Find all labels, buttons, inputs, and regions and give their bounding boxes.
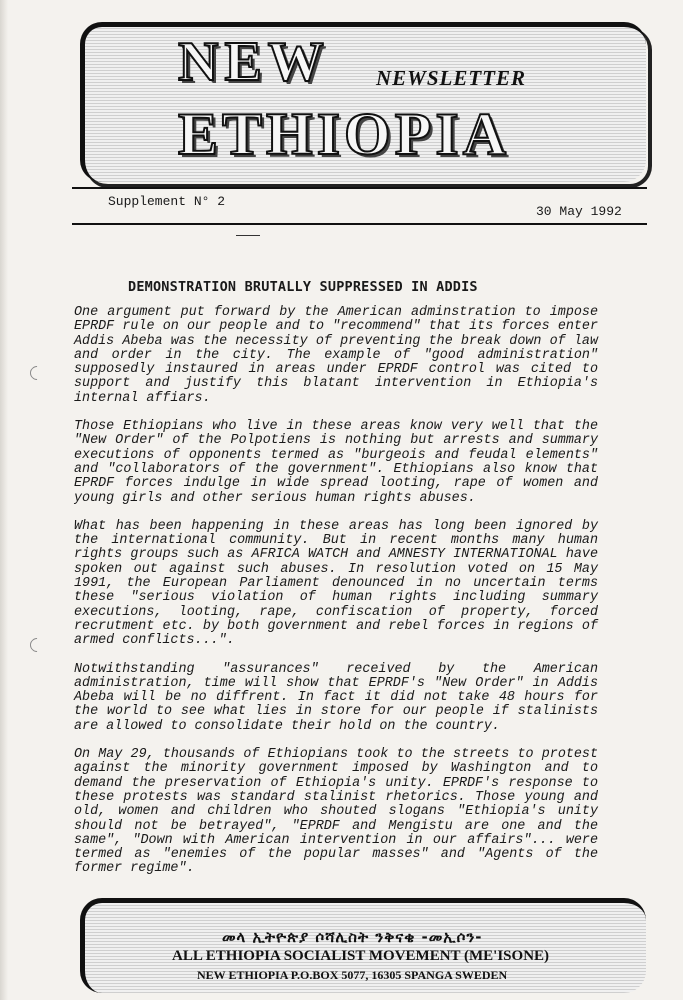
page-edge xyxy=(0,0,8,1000)
article-paragraph: One argument put forward by the American adminstration to impose EPRDF rule on our people and to "recommend" that its forces enter Addis Abeba was the necessity of preventing the break down of law and order in the city. The example of "good administration" supposedly instaured in areas under EPRDF control was cited to support and justify this blatant intervention in Ethiopia's internal affiars. xyxy=(74,305,598,406)
footer-movement-name: ALL ETHIOPIA SOCIALIST MOVEMENT (ME'ISONE) xyxy=(172,948,550,964)
masthead-title-ethiopia: ETHIOPIA xyxy=(178,101,511,167)
supplement-number: Supplement N° 2 xyxy=(108,194,226,209)
article-paragraph: Those Ethiopians who live in these areas know very well that the "New Order" of the Polpotiens is nothing but arrests and summary executions of opponents termed as "burgeois and feudal elements" and "collaborators of the government". Ethiopians also know that EPRDF forces indulge in wide spread looting, rape of women and young girls and other serious human rights abuses. xyxy=(74,419,598,506)
article-paragraph: Notwithstanding "assurances" received by the American administration, time will show that EPRDF's "New Order" in Addis Abeba will be no diffrent. In fact it did not take 48 hours for the world to see what lies in store for our people if stalinists are allowed to consolidate their hold on the country. xyxy=(74,661,598,734)
article-paragraph: On May 29, thousands of Ethiopians took to the streets to protest against the minority government imposed by Washington and to demand the preservation of Ethiopia's unity. EPRDF's response to these protests was standard stalinist rhetorics. Those young and old, women and children who shouted slogans "Ethiopia's unity should not be betrayed", "EPRDF and Mengistu are one and the same", "Down with American intervention in our affairs"... were termed as "enemies of the popular masses" and "Agents of the former regime". xyxy=(74,747,598,877)
divider-mark xyxy=(236,235,260,236)
top-rule xyxy=(72,187,647,189)
article-paragraph: What has been happening in these areas has long been ignored by the international community. But in recent months many human rights groups such as AFRICA WATCH and AMNESTY INTERNATIONAL have spoken out against such abuses. In resolution voted on 15 May 1991, the European Parliament denounced in no uncertain terms these "serious violation of human rights including summary executions, looting, rape, confiscation of property, forced recrutment etc. by both government and rebel forces in regions of armed conflicts...". xyxy=(74,518,598,649)
masthead-newsletter: NEWSLETTER xyxy=(376,66,527,90)
footer-amharic-name: መላ ኢትዮጵያ ሶሻሊስት ንቅናቄ -መኢሶን- xyxy=(222,928,483,946)
article-body xyxy=(74,306,598,891)
masthead-title-new: NEW xyxy=(178,31,330,93)
footer-address: NEW ETHIOPIA P.O.BOX 5077, 16305 SPANGA SWEDEN xyxy=(197,968,508,982)
issue-date: 30 May 1992 xyxy=(536,204,622,219)
article-headline: DEMONSTRATION BRUTALLY SUPPRESSED IN ADDIS xyxy=(128,279,478,295)
bottom-rule xyxy=(72,223,647,225)
punch-hole-mark xyxy=(27,635,47,655)
punch-hole-mark xyxy=(27,363,47,383)
